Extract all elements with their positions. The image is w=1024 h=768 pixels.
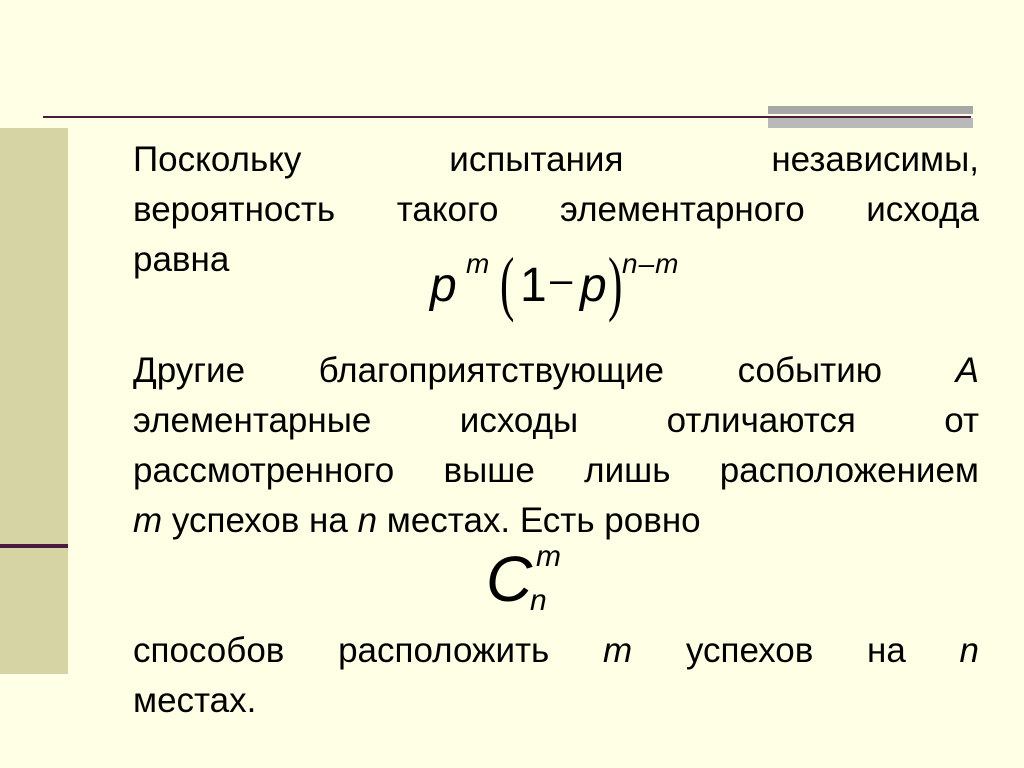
formula-base-p: p [430,259,457,312]
formula-c-subscript: n [530,584,547,617]
paragraph-3-line-1-b: успехов на [685,631,906,670]
paragraph-3-line-1 [133,626,979,676]
paragraph-2-line-1 [133,346,979,396]
formula-combination [486,540,586,630]
paragraph-2 [133,346,979,546]
paragraph-1-line-1: Поскольку испытания независимы, [133,140,979,179]
variable-m: m [133,501,163,540]
variable-m-2: m [603,631,633,670]
paragraph-2-line-2: элементарные исходы отличаются от [133,401,979,440]
formula-one: 1 [520,259,547,312]
paragraph-2-line-1-text: Другие благоприятствующие событию [133,351,883,390]
paragraph-3-line-1-a: способов расположить [133,631,550,670]
paragraph-3 [133,626,979,726]
variable-n: n [357,501,378,540]
formula-close-paren: ) [608,243,623,323]
decorative-top-line [43,116,971,118]
formula-probability [430,243,690,328]
paragraph-2-line-4 [133,496,979,546]
paragraph-2-line-4-mid: успехов на [171,501,348,540]
formula-minus: – [550,258,573,302]
formula-exponent-n-minus-m: n–m [622,248,680,279]
formula-c-superscript: m [536,540,561,573]
paragraph-2-line-4-end: местах. Есть ровно [386,501,701,540]
paragraph-1-line-2: вероятность такого элементарного исхода [133,190,979,229]
variable-n-2: n [959,631,979,670]
decorative-left-line [0,544,68,548]
decorative-left-panel [0,128,68,674]
formula-c: C [486,543,533,615]
formula-base-p-2: p [580,259,607,312]
paragraph-3-line-2: местах. [133,681,257,720]
formula-exponent-m: m [466,248,490,279]
paragraph-2-line-3: рассмотренного выше лишь расположением [133,451,979,490]
formula-open-paren: ( [500,243,515,323]
paragraph-1-line-3: равна [133,240,230,279]
variable-a: A [955,351,980,390]
